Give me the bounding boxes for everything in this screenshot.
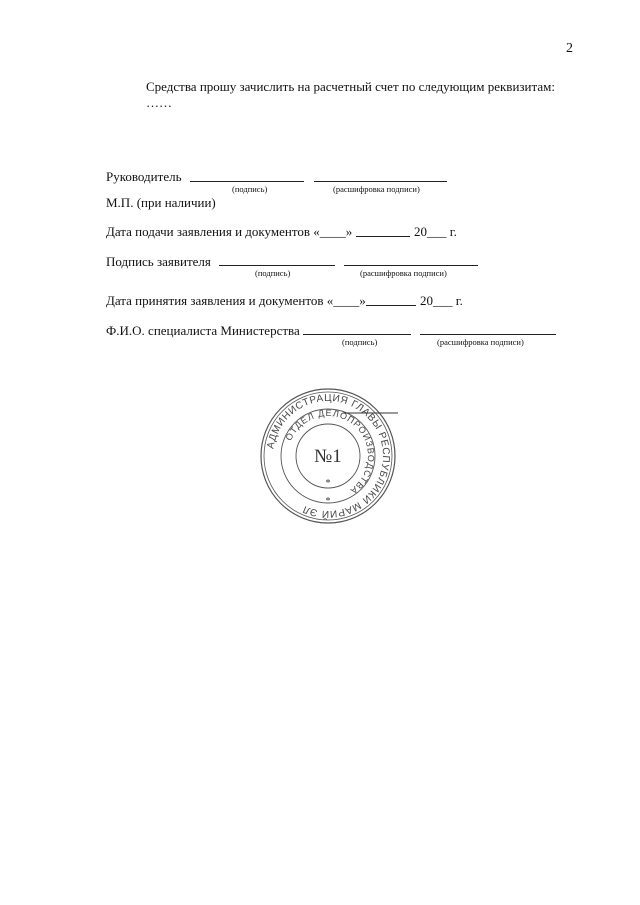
head-sign-line [190,181,304,182]
stamp-inner-text: ОТДЕЛ ДЕЛОПРОИЗВОДСТВА [283,407,377,497]
accept-date-label: Дата принятия заявления и документов «____» [106,293,366,308]
applicant-decode-line [344,265,478,266]
head-decode-line [314,181,447,182]
head-label: Руководитель [106,169,182,184]
head-decode-caption: (расшифровка подписи) [333,184,420,194]
official-stamp [258,386,398,526]
mp-label: М.П. (при наличии) [106,195,216,210]
accept-date-month-line [366,305,416,306]
applicant-decode-caption: (расшифровка подписи) [360,268,447,278]
intro-text: Средства прошу зачислить на расчетный счет по следующим реквизитам: [146,79,555,94]
submit-date-month-line [356,236,410,237]
stamp-star-bottom: * [325,496,331,507]
head-sign-caption: (подпись) [232,184,268,194]
stamp-number: №1 [314,446,342,467]
applicant-sign-line [219,265,335,266]
specialist-label: Ф.И.О. специалиста Министерства [106,323,300,338]
specialist-decode-line [420,334,556,335]
specialist-decode-caption: (расшифровка подписи) [437,337,524,347]
submit-date-year: 20___ г. [414,224,457,239]
submit-date-label: Дата подачи заявления и документов «____» [106,224,353,239]
applicant-sign-caption: (подпись) [255,268,291,278]
stamp-star: * [325,478,331,489]
intro-ellipsis: …… [146,95,172,110]
specialist-sign-caption: (подпись) [342,337,378,347]
applicant-label: Подпись заявителя [106,254,211,269]
page-number: 2 [566,41,573,56]
accept-date-year: 20___ г. [420,293,463,308]
specialist-sign-line [303,334,411,335]
stamp-outer-text: АДМИНИСТРАЦИЯ ГЛАВЫ РЕСПУБЛИКИ МАРИЙ ЭЛ [265,392,392,520]
